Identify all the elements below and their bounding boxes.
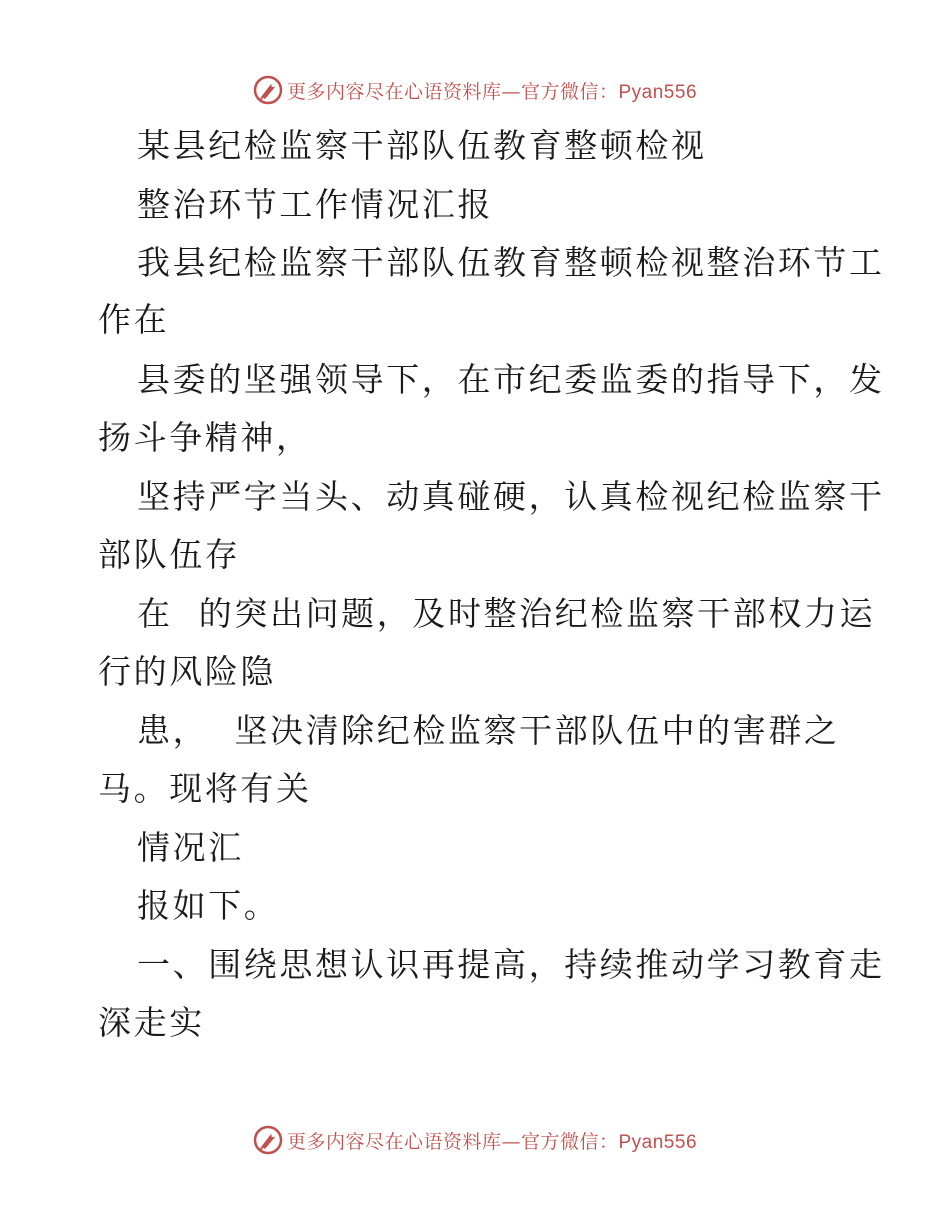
paragraph-line: 患， 坚决清除纪检监察干部队伍中的害群之 (137, 711, 840, 750)
document-title-line-2: 整治环节工作情况汇报 (137, 185, 493, 224)
paragraph-line: 报如下。 (137, 886, 280, 925)
paragraph-line: 部队伍存 (98, 535, 241, 574)
header-wechat-id: Pyan556 (618, 81, 698, 103)
footer-banner (0, 1120, 950, 1160)
pen-nib-logo-icon (253, 1125, 283, 1155)
paragraph-line: 县委的坚强领导下，在市纪委监委的指导下，发 (137, 360, 885, 399)
document-title-line-1: 某县纪检监察干部队伍教育整顿检视 (137, 126, 707, 165)
footer-banner-label: 更多内容尽在心语资料库—官方微信： (286, 1130, 619, 1153)
footer-wechat-id: Pyan556 (618, 1131, 698, 1153)
paragraph-line: 马。现将有关 (98, 769, 312, 808)
paragraph-line: 我县纪检监察干部队伍教育整顿检视整治环节工 (137, 243, 885, 282)
paragraph-line: 扬斗争精神， (98, 418, 312, 457)
paragraph-line: 在 的突出问题，及时整治纪检监察干部权力运 (137, 594, 876, 633)
paragraph-line: 作在 (98, 300, 170, 339)
section-heading-line: 深走实 (98, 1003, 205, 1042)
paragraph-line: 坚持严字当头、动真碰硬，认真检视纪检监察干 (137, 477, 885, 516)
paragraph-line: 行的风险隐 (98, 652, 276, 691)
paragraph-line: 情况汇 (137, 828, 244, 867)
header-banner-label: 更多内容尽在心语资料库—官方微信： (286, 80, 619, 103)
footer-banner-text (287, 1127, 697, 1154)
section-heading-line: 一、围绕思想认识再提高，持续推动学习教育走 (137, 945, 885, 984)
